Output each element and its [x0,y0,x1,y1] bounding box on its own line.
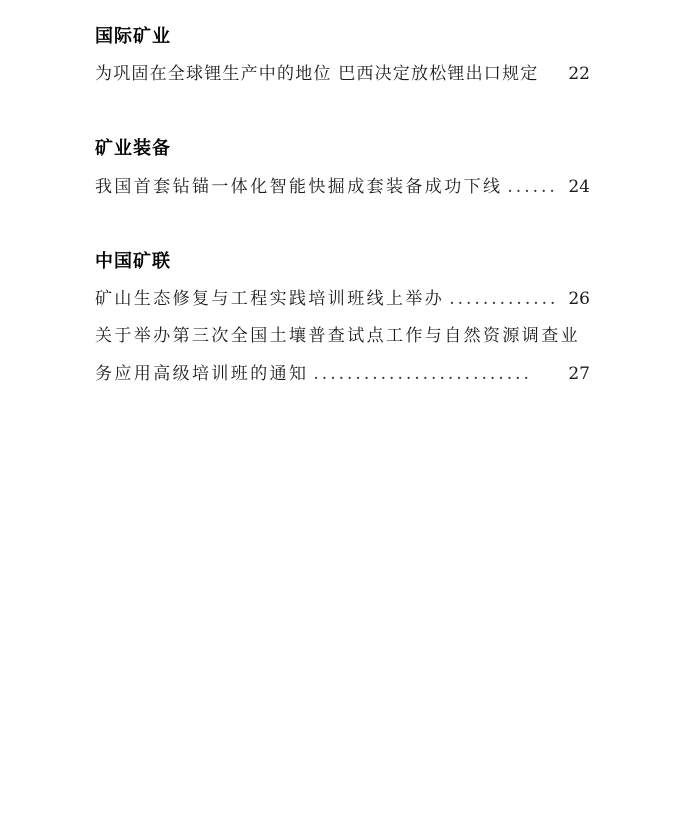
toc-entry[interactable] [95,325,590,347]
section-heading-mining-equipment: 矿业装备 [95,138,171,159]
toc-entry-title: 务应用高级培训班的通知 [95,364,309,384]
toc-entry[interactable] [95,63,590,85]
toc-page-number: 24 [568,177,590,197]
toc-entry[interactable] [95,176,590,198]
toc-leader-dots: ...... [507,177,558,197]
toc-entry-title: 我国首套钻锚一体化智能快掘成套装备成功下线 [95,177,503,197]
toc-entry[interactable] [95,363,590,385]
section-heading-china-mining-association: 中国矿联 [95,251,171,272]
toc-entry-title: 为巩固在全球锂生产中的地位 巴西决定放松锂出口规定 [95,64,539,84]
toc-leader-dots: .......................... [313,364,532,384]
toc-entry-title: 矿山生态修复与工程实践培训班线上举办 [95,289,445,309]
toc-leader-dots: ............. [449,289,559,309]
toc-page-number: 26 [568,289,590,309]
toc-page-number: 22 [568,64,590,84]
toc-page-number: 27 [568,364,590,384]
section-heading-international-mining: 国际矿业 [95,26,171,47]
toc-entry[interactable] [95,288,590,310]
toc-entry-title: 关于举办第三次全国土壤普查试点工作与自然资源调查业 [95,326,580,346]
